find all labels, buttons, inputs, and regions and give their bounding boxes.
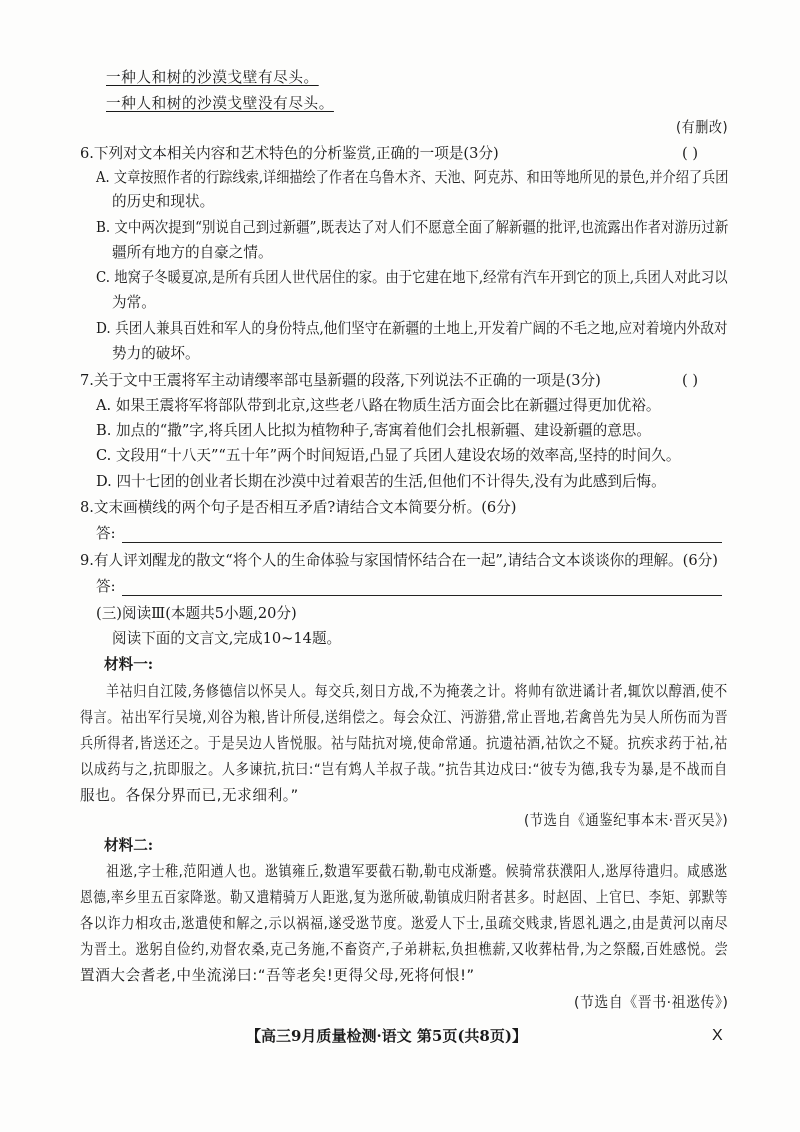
material-1-line: 以成药与之,抗即服之。人多谏抗,抗曰:“岂有鸩人羊叔子哉。”抗告其边戍曰:“彼专为德,我专为暴,是不战而自 (80, 761, 728, 778)
underlined-sentence-1: 一种人和树的沙漠戈壁有尽头。 (106, 69, 319, 86)
material-2-line: 置酒大会耆老,中坐流涕曰:“吾等老矣!更得父母,死将何恨!” (80, 967, 475, 984)
question-6-answer-paren: ( ) (682, 145, 699, 162)
question-7-stem: 7.关于文中王震将军主动请缨率部屯垦新疆的段落,下列说法不正确的一项是(3分) (80, 372, 601, 389)
paper-version-tag: X (712, 1027, 723, 1044)
question-8-answer-label: 答: (96, 525, 116, 542)
material-1-line: 得言。祜出军行吴境,刈谷为粮,皆计所侵,送绢偿之。每会众江、沔游猎,常止晋地,若禽兽先为吴人所伤而为晋 (80, 709, 729, 726)
section-3-title: (三)阅读Ⅲ(本题共5小题,20分) (96, 605, 297, 622)
question-9-answer-line[interactable] (122, 595, 722, 596)
material-1-line: 服也。各保分界而已,无求细利。” (80, 787, 299, 804)
question-7-option-b: B. 加点的“撒”字,将兵团人比拟为植物种子,寄寓着他们会扎根新疆、建设新疆的意思。 (96, 422, 651, 439)
source-note: (有删改) (676, 119, 729, 136)
material-2-line: 各以诈力相攻击,逖遣使和解之,示以祸福,遂受逖节度。逖爱人下士,虽疏交贱隶,皆恩礼遇之,由是黄河以南尽 (80, 915, 729, 932)
question-7-option-a: A. 如果王震将军将部队带到北京,这些老八路在物质生活方面会比在新疆过得更加优裕。 (96, 397, 661, 414)
question-6-option-c: C. 地窝子冬暖夏凉,是所有兵团人世代居住的家。由于它建在地下,经常有汽车开到它的顶上,兵团人对此习以 (96, 269, 728, 286)
question-6-option-b-cont: 疆所有地方的自豪之情。 (112, 244, 273, 261)
material-2-line: 为晋土。逖躬自俭约,劝督农桑,克己务施,不畜资产,子弟耕耘,负担樵薪,又收葬枯骨,为之祭醊,百姓感悦。尝 (80, 941, 729, 958)
question-9-answer-label: 答: (96, 578, 116, 595)
material-2-line: 恩德,率乡里五百家降逖。勒又遣精骑万人距逖,复为逖所破,勒镇成归附者甚多。时赵固、上官巳、李矩、郭默等 (80, 889, 729, 906)
material-2-source: (节选自《晋书·祖逖传》) (574, 994, 729, 1011)
question-8-stem: 8.文末画横线的两个句子是否相互矛盾?请结合文本简要分析。(6分) (80, 499, 517, 516)
question-7-answer-paren: ( ) (682, 372, 699, 389)
question-6-option-c-cont: 为常。 (112, 294, 156, 311)
material-1-source: (节选自《通鉴纪事本末·晋灭吴》) (524, 812, 729, 829)
underlined-sentence-2: 一种人和树的沙漠戈壁没有尽头。 (106, 95, 334, 112)
material-2-line: 祖逖,字士稚,范阳遒人也。逖镇雍丘,数遣军要截石勒,勒屯戍渐蹙。候骑常获濮阳人,逖厚待遣归。咸感逖 (106, 863, 728, 880)
material-1-label: 材料一: (104, 656, 154, 673)
question-9-stem: 9.有人评刘醒龙的散文“将个人的生命体验与家国情怀结合在一起”,请结合文本谈谈你的理解。(6分) (80, 552, 718, 569)
question-8-answer-line[interactable] (122, 542, 722, 543)
question-6-stem: 6.下列对文本相关内容和艺术特色的分析鉴赏,正确的一项是(3分) (80, 145, 499, 162)
material-1-line: 兵所得者,皆送还之。于是吴边人皆悦服。祜与陆抗对境,使命常通。抗遗祜酒,祜饮之不疑。抗疾求药于祜,祜 (80, 735, 728, 752)
question-6-option-d-cont: 势力的破坏。 (112, 345, 200, 362)
question-6-option-a-cont: 的历史和现状。 (112, 193, 215, 210)
question-6-option-a: A. 文章按照作者的行踪线索,详细描绘了作者在乌鲁木齐、天池、阿克苏、和田等地所见的景色,并介绍了兵团 (96, 169, 729, 186)
section-3-instruction: 阅读下面的文言文,完成10~14题。 (112, 630, 342, 647)
question-7-option-c: C. 文段用“十八天”“五十年”两个时间短语,凸显了兵团人建设农场的效率高,坚持的时间久。 (96, 447, 681, 464)
page-footer: 【高三9月质量检测·语文 第5页(共8页)】 (246, 1027, 527, 1045)
question-6-option-d: D. 兵团人兼具百姓和军人的身份特点,他们坚守在新疆的土地上,开发着广阔的不毛之地,应对着境内外敌对 (96, 320, 728, 337)
material-1-line: 羊祜归自江陵,务修德信以怀吴人。每交兵,刻日方战,不为掩袭之计。将帅有欲进谲计者,辄饮以醇酒,使不 (106, 683, 728, 700)
question-7-option-d: D. 四十七团的创业者长期在沙漠中过着艰苦的生活,但他们不计得失,没有为此感到后悔。 (96, 473, 666, 490)
question-6-option-b: B. 文中两次提到“别说自己到过新疆”,既表达了对人们不愿意全面了解新疆的批评,也流露出作者对游历过新 (96, 219, 729, 236)
material-2-label: 材料二: (104, 837, 154, 854)
